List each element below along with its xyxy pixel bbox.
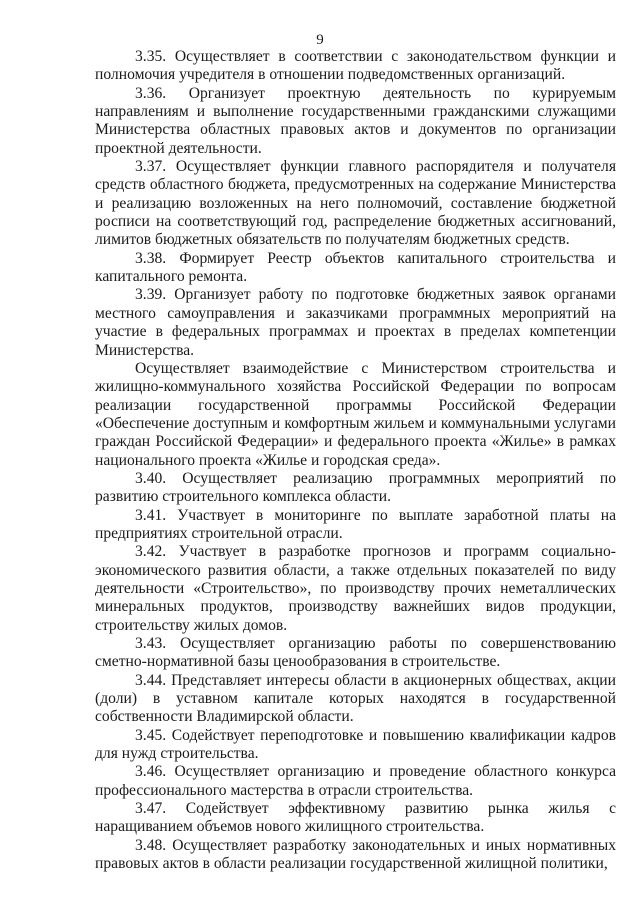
paragraph-3-42: 3.42. Участвует в разработке прогнозов и программ социально-экономического развития области, а также отдельных показателей по виду деятельности «Строительство», по производству прочих неметаллических минеральных продуктов, производству важнейших видов продукции, строительству жилых домов.: [95, 543, 616, 634]
paragraph-3-43: 3.43. Осуществляет организацию работы по совершенствованию сметно-нормативной базы ценообразования в строительстве.: [95, 635, 616, 671]
paragraph-3-39: 3.39. Организует работу по подготовке бюджетных заявок органами местного самоуправления и заказчиками программных мероприятий на участие в федеральных программах и проектах в пределах компетенции Министерства.: [95, 286, 616, 359]
paragraph-3-38: 3.38. Формирует Реестр объектов капитального строительства и капитального ремонта.: [95, 249, 616, 286]
paragraph-3-44: 3.44. Представляет интересы области в акционерных обществах, акции (доли) в уставном капитале которых находятся в государственной собственности Владимирской области.: [95, 671, 616, 726]
paragraph-3-48: 3.48. Осуществляет разработку законодательных и иных нормативных правовых актов в области реализации государственной жилищной политики,: [95, 836, 616, 873]
document-body: [95, 48, 616, 873]
paragraph-3-35: 3.35. Осуществляет в соответствии с законодательством функции и полномочия учредителя в отношении подведомственных организаций.: [95, 48, 616, 84]
paragraph-3-37: 3.37. Осуществляет функции главного распорядителя и получателя средств областного бюджета, предусмотренных на содержание Министерства и реализацию возложенных на него полномочий, составление бюджетной росписи на соответствующий год, распределение бюджетных ассигнований, лимитов бюджетных обязательств по получателям бюджетных средств.: [95, 158, 616, 249]
paragraph-3-40: 3.40. Осуществляет реализацию программных мероприятий по развитию строительного комплекса области.: [95, 469, 616, 506]
page-number: 9: [316, 32, 324, 48]
paragraph-3-47: 3.47. Содействует эффективному развитию рынка жилья с наращиванием объемов нового жилищного строительства.: [95, 800, 616, 836]
paragraph-3-46: 3.46. Осуществляет организацию и проведение областного конкурса профессионального мастерства в отрасли строительства.: [95, 763, 616, 799]
paragraph-3-45: 3.45. Содействует переподготовке и повышению квалификации кадров для нужд строительства.: [95, 726, 616, 763]
paragraph-3-36: 3.36. Организует проектную деятельность по курируемым направлениям и выполнение государственными гражданскими служащими Министерства областных правовых актов и документов по организации проектной деятельности.: [95, 84, 616, 157]
paragraph-3-41: 3.41. Участвует в мониторинге по выплате заработной платы на предприятиях строительной отрасли.: [95, 506, 616, 542]
paragraph-interaction: Осуществляет взаимодействие с Министерством строительства и жилищно-коммунального хозяйства Российской Федерации по вопросам реализации государственной программы Российской Федерации «Обеспечение доступным и комфортным жильем и коммунальными услугами граждан Российской Федерации» и федерального проекта «Жилье» в рамках национального проекта «Жилье и городская среда».: [95, 359, 616, 469]
